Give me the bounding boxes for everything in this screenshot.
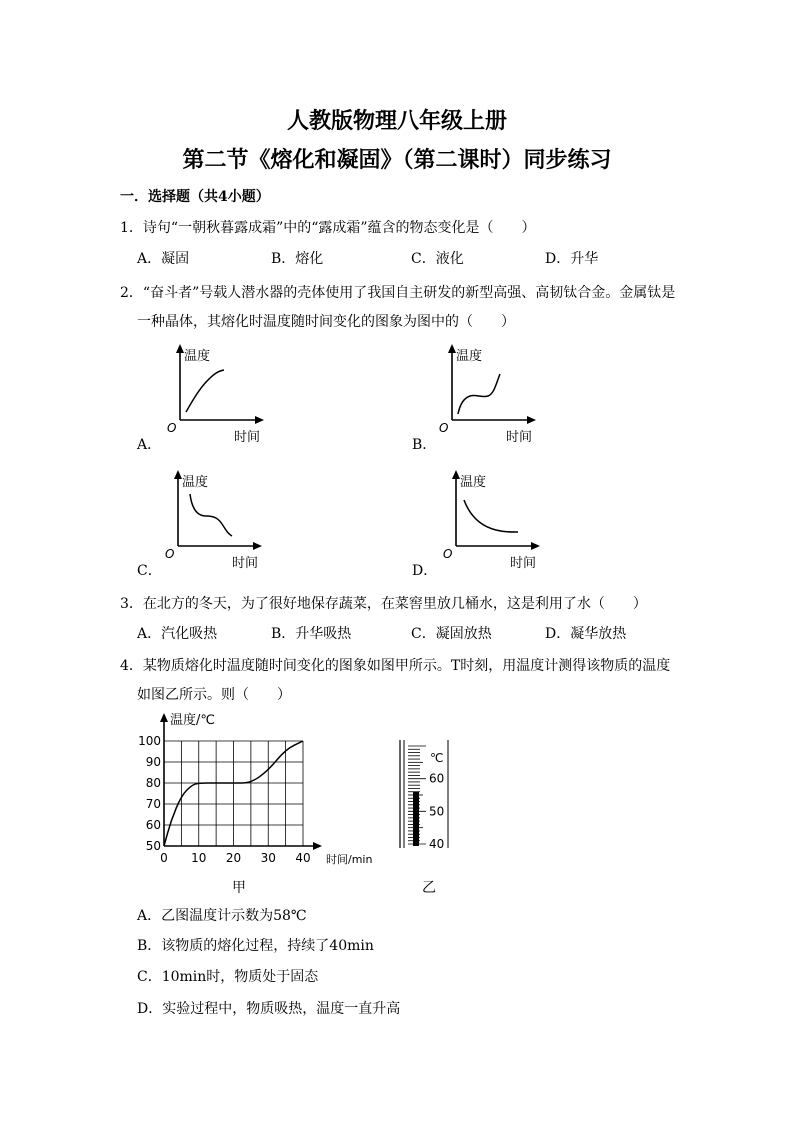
x-axis-arrow bbox=[255, 416, 264, 424]
x-tick-label: 10 bbox=[191, 851, 207, 865]
y-tick-label: 80 bbox=[145, 776, 161, 790]
x-axis-arrow bbox=[253, 542, 262, 550]
q1-option-b: B．熔化 bbox=[271, 251, 324, 267]
caption-yi: 乙 bbox=[422, 880, 436, 896]
curve-a bbox=[186, 370, 224, 412]
q4-stem-line1: 4．某物质熔化时温度随时间变化的图象如图甲所示。T时刻，用温度计测得该物质的温度 bbox=[120, 658, 671, 674]
chart-y-axis-arrow bbox=[160, 713, 168, 722]
y-axis-arrow bbox=[452, 470, 460, 479]
q3-option-c: C．凝固放热 bbox=[411, 626, 492, 642]
x-label: 时间 bbox=[510, 556, 537, 571]
q2-option-d-label: D． bbox=[412, 563, 438, 579]
origin-label: O bbox=[439, 421, 449, 435]
thermometer-tick-label: 50 bbox=[429, 804, 445, 819]
q4-option-a: A．乙图温度计示数为58℃ bbox=[137, 908, 307, 924]
q2-stem-line1: 2．“奋斗者”号载人潜水器的壳体使用了我国自主研发的新型高强、高韧钛合金。金属钛是 bbox=[120, 285, 676, 301]
x-axis-arrow bbox=[527, 416, 536, 424]
chart-x-axis-arrow bbox=[313, 842, 322, 850]
x-tick-label: 0 bbox=[160, 851, 168, 865]
y-axis-arrow bbox=[448, 344, 456, 353]
chart-ylabel: 温度/℃ bbox=[170, 713, 215, 728]
q1-option-c: C．液化 bbox=[411, 251, 464, 267]
q4-option-c: C．10min时，物质处于固态 bbox=[137, 969, 319, 985]
mercury-column bbox=[413, 792, 419, 846]
q1-stem: 1．诗句“一朝秋暮露成霜”中的“露成霜”蕴含的物态变化是（ ） bbox=[120, 220, 536, 236]
y-tick-label: 100 bbox=[138, 734, 161, 748]
x-tick-label: 40 bbox=[295, 851, 311, 865]
x-axis-arrow bbox=[531, 542, 540, 550]
curve-b bbox=[458, 374, 500, 414]
origin-label: O bbox=[167, 421, 177, 435]
origin-label: O bbox=[443, 547, 453, 561]
x-tick-label: 30 bbox=[260, 851, 276, 865]
y-label: 温度 bbox=[182, 475, 209, 490]
x-tick-label: 20 bbox=[225, 851, 242, 865]
q4-chart-jia bbox=[136, 708, 386, 872]
thermometer-unit: ℃ bbox=[430, 751, 444, 765]
q2-option-a-label: A． bbox=[137, 437, 162, 453]
caption-jia: 甲 bbox=[232, 880, 246, 896]
y-label: 温度 bbox=[184, 349, 211, 364]
q4-option-d: D．实验过程中，物质吸热，温度一直升高 bbox=[137, 1001, 401, 1017]
q3-option-b: B．升华吸热 bbox=[271, 626, 352, 642]
q1-option-a: A．凝固 bbox=[137, 251, 190, 267]
y-label: 温度 bbox=[460, 475, 487, 490]
q2-graph-c bbox=[158, 466, 268, 574]
q2-option-c-label: C． bbox=[137, 563, 162, 579]
origin-label: O bbox=[165, 547, 175, 561]
q1-option-d: D．升华 bbox=[545, 251, 599, 267]
q2-graph-d bbox=[436, 466, 546, 574]
page-title: 人教版物理八年级上册 bbox=[286, 108, 507, 134]
thermometer-tick-label: 60 bbox=[429, 771, 445, 786]
y-tick-label: 60 bbox=[145, 818, 161, 832]
thermometer-tick-label: 40 bbox=[429, 837, 445, 851]
x-label: 时间 bbox=[506, 430, 533, 445]
y-tick-label: 70 bbox=[145, 797, 161, 811]
q4-thermometer-yi bbox=[396, 736, 460, 854]
y-axis-arrow bbox=[176, 344, 184, 353]
q4-stem-line2: 如图乙所示。则（ ） bbox=[137, 687, 291, 703]
q3-option-a: A．汽化吸热 bbox=[137, 626, 218, 642]
q2-stem-line2: 一种晶体，其熔化时温度随时间变化的图象为图中的（ ） bbox=[137, 314, 515, 330]
y-tick-label: 90 bbox=[145, 755, 161, 769]
page-subtitle: 第二节《熔化和凝固》（第二课时）同步练习 bbox=[182, 147, 612, 173]
chart-xlabel: 时间/min bbox=[326, 853, 373, 866]
curve-c bbox=[190, 494, 232, 536]
q3-stem: 3．在北方的冬天，为了很好地保存蔬菜，在菜窖里放几桶水，这是利用了水（ ） bbox=[120, 596, 647, 612]
y-label: 温度 bbox=[456, 349, 483, 364]
q3-option-d: D．凝华放热 bbox=[545, 626, 627, 642]
q2-graph-b bbox=[432, 340, 542, 448]
section-heading: 一．选择题（共4小题） bbox=[120, 189, 270, 205]
curve-d bbox=[464, 500, 518, 532]
y-tick-label: 50 bbox=[145, 839, 161, 853]
y-axis-arrow bbox=[174, 470, 182, 479]
x-label: 时间 bbox=[234, 430, 261, 445]
x-label: 时间 bbox=[232, 556, 259, 571]
q2-option-b-label: B． bbox=[412, 437, 437, 453]
q4-option-b: B．该物质的熔化过程，持续了40min bbox=[137, 938, 374, 954]
q2-graph-a bbox=[160, 340, 270, 448]
